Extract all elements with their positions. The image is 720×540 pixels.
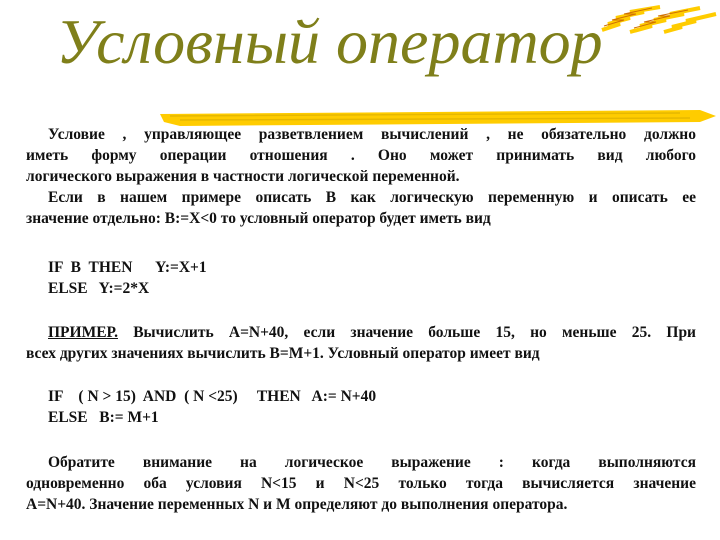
p4-line-2: одновременно оба условия N<15 и N<25 только тогда вычисляется значение (26, 475, 696, 492)
code-block-1-line-1: IF B THEN Y:=X+1 (48, 259, 207, 276)
p2-line-2: значение отдельно: B:=X<0 то условный оператор будет иметь вид (26, 210, 491, 227)
code-block-1-line-2: ELSE Y:=2*X (48, 280, 150, 297)
example-label: ПРИМЕР. (48, 324, 118, 341)
code-block-2-line-2: ELSE B:= M+1 (48, 409, 159, 426)
example-paragraph (26, 323, 696, 343)
zigzag-logo-icon (600, 4, 718, 34)
p1-line-2: иметь форму операции отношения . Оно может принимать вид любого (26, 147, 696, 164)
paragraph-1-line-2 (26, 146, 696, 166)
p2-line-1: Если в нашем примере описать B как логическую переменную и описать ее (48, 189, 696, 206)
code-block-2-line-1: IF ( N > 15) AND ( N <25) THEN A:= N+40 (48, 388, 377, 405)
paragraph-4-line-2 (26, 474, 696, 494)
paragraph-1-line-3 (26, 167, 696, 187)
paragraph-4-line-3 (26, 495, 696, 515)
paragraph-4 (26, 453, 696, 473)
p3-line-2: всех других значениях вычислить B=M+1. Условный оператор имеет вид (26, 345, 540, 362)
example-paragraph-line-2 (26, 344, 696, 364)
p1-line-3: логического выражения в частности логической переменной. (26, 168, 460, 185)
p1-line-1: Условие , управляющее разветвлением вычислений , не обязательно должно (48, 126, 696, 143)
p3-line-1: Вычислить A=N+40, если значение больше 15, но меньше 25. При (117, 324, 696, 341)
paragraph-2-line-2 (26, 209, 696, 229)
paragraph-2 (26, 188, 696, 208)
p4-line-1: Обратите внимание на логическое выражение : когда выполняются (48, 454, 696, 471)
p4-line-3: A=N+40. Значение переменных N и M определяют до выполнения оператора. (26, 496, 568, 513)
slide-title: Условный оператор (56, 6, 603, 77)
paragraph-1 (26, 125, 696, 145)
